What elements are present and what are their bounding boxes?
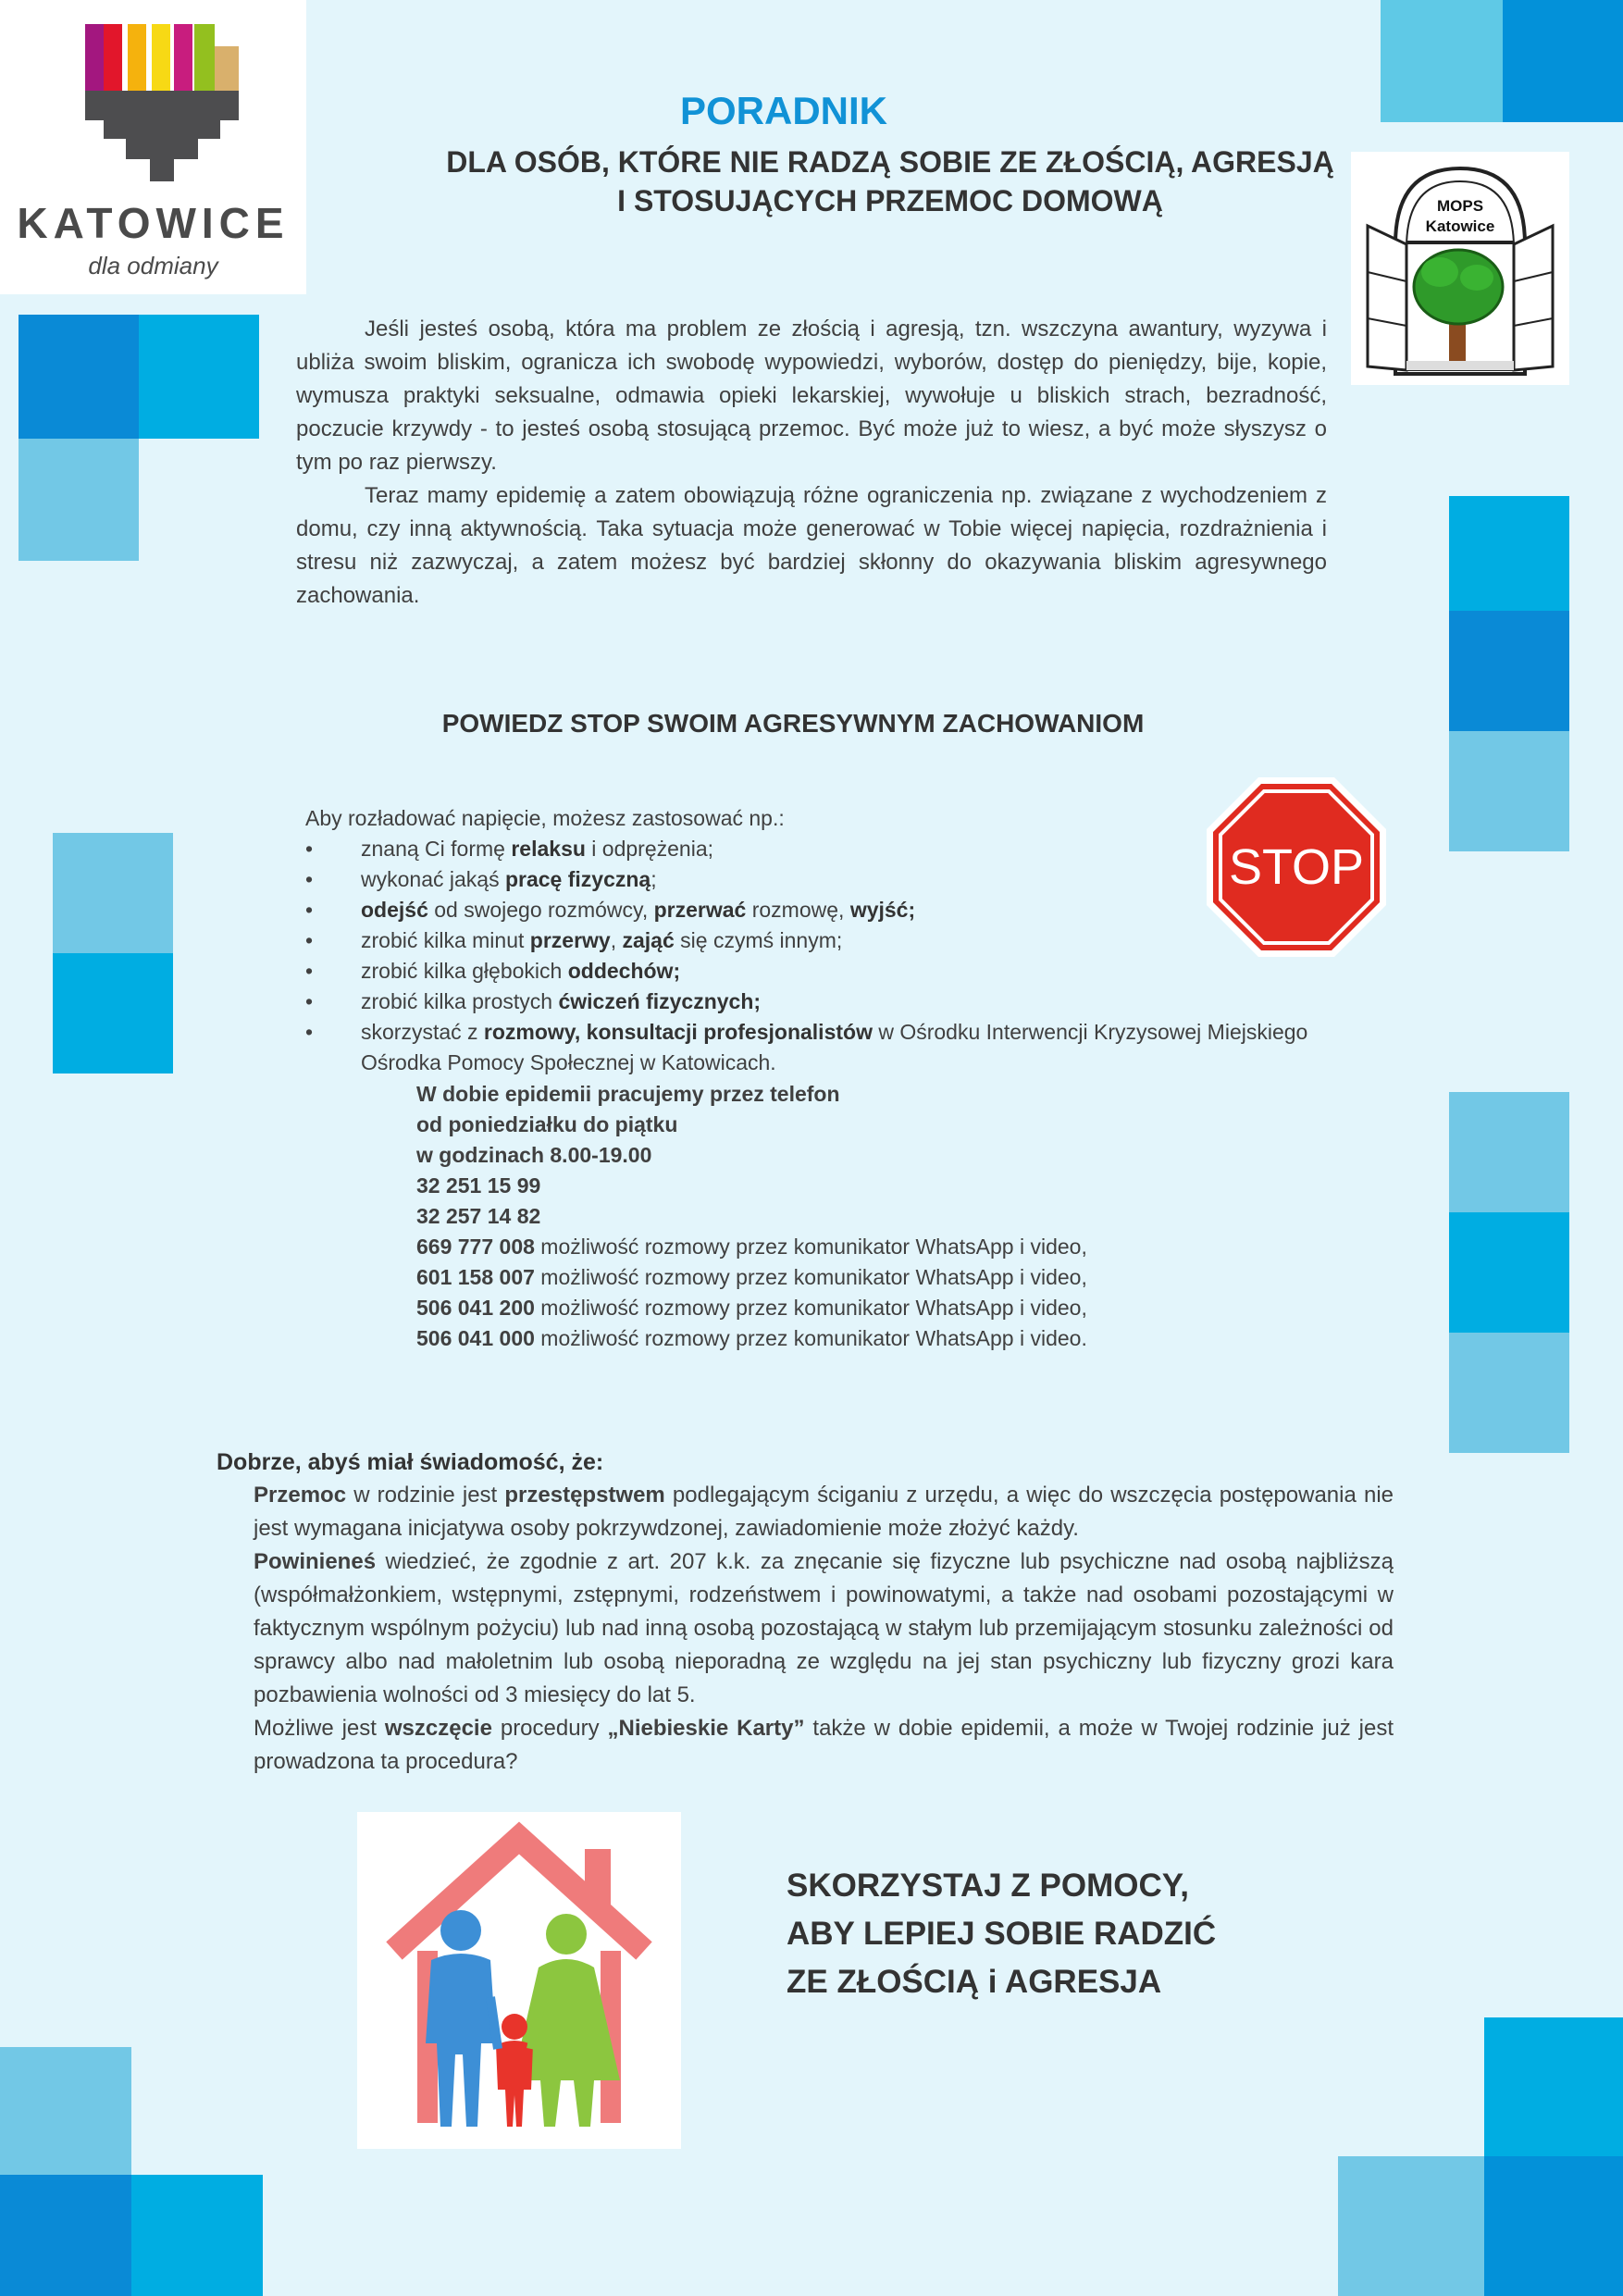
contact-hours-line: od poniedziałku do piątku <box>416 1112 678 1136</box>
phone-number[interactable]: 506 041 000 <box>416 1326 535 1350</box>
logo-tagline: dla odmiany <box>88 252 218 279</box>
phone-number[interactable]: 601 158 007 <box>416 1265 535 1289</box>
deco-square <box>1381 0 1503 122</box>
bullet: • <box>305 837 314 861</box>
mobile-contact: 506 041 000 możliwość rozmowy przez komunikator WhatsApp i video. <box>416 1326 1087 1350</box>
deco-square <box>0 2175 131 2296</box>
deco-square <box>1338 2156 1484 2296</box>
list-item: • odejść od swojego rozmówcy, przerwać rozmowę, wyjść; <box>305 895 1379 925</box>
intro-paragraph-1: Jeśli jesteś osobą, która ma problem ze złością i agresją, tzn. wszczyna awantury, wyzywa i ubliża swoim bliskim, ogranicza ich swobodę wypowiedzi, wyborów, dostęp do pieniędzy, bije, kopie, wymusza praktyki seksualne, odmawia opieki lekarskiej, wywołuje u bliskich strach, bezradność, poczucie krzywdy - to jesteś osobą stosującą przemoc. Być może już to wiesz, a być może słyszysz o tym po raz pierwszy. <box>296 316 1327 475</box>
awareness-paragraph-2: Powinieneś wiedzieć, że zgodnie z art. 207 k.k. za znęcanie się fizyczne lub psychiczne nad osobą najbliższą (współmałżonkiem, wstępnymi, zstępnymi, rodzeństwem i powinowatymi, a także nad osobami pozostającymi w faktycznym wspólnym pożyciu) lub nad inną osobą pozostającą w stałym lub przemijającym stosunku zależności od sprawcy albo nad małoletnim lub osobą nieporadną ze względu na jej stan psychiczny lub fizyczny grozi kara pozbawienia wolności od 3 miesięcy do lat 5. <box>254 1549 1394 1707</box>
logo-city-name: KATOWICE <box>17 199 290 247</box>
deco-square <box>53 953 173 1074</box>
mobile-contact: 506 041 200 możliwość rozmowy przez komunikator WhatsApp i video, <box>416 1296 1087 1320</box>
deco-square <box>1449 1212 1569 1333</box>
deco-square <box>1503 0 1623 122</box>
cta-line-1: SKORZYSTAJ Z POMOCY, <box>787 1868 1189 1904</box>
phone-number[interactable]: 669 777 008 <box>416 1235 535 1259</box>
deco-square <box>19 315 139 439</box>
deco-square <box>1484 2156 1623 2296</box>
deco-square <box>0 2047 131 2175</box>
deco-square <box>1449 731 1569 851</box>
deco-square <box>139 315 259 439</box>
contact-hours-line: W dobie epidemii pracujemy przez telefon <box>416 1082 840 1106</box>
bullet: • <box>305 989 314 1013</box>
page-subtitle <box>306 143 1474 220</box>
katowice-logo <box>0 0 306 294</box>
deco-square <box>1449 1092 1569 1212</box>
phone-number[interactable]: 32 257 14 82 <box>416 1204 541 1228</box>
awareness-body <box>254 1479 1394 1779</box>
list-item: • skorzystać z rozmowy, konsultacji profesjonalistów w Ośrodku Interwencji Kryzysowej Miejskiego Ośrodka Pomocy Społecznej w Katowicach. <box>305 1017 1379 1078</box>
bullet: • <box>305 1020 314 1044</box>
contact-hours-line: w godzinach 8.00-19.00 <box>416 1143 652 1167</box>
deco-square <box>53 833 173 953</box>
page-title: PORADNIK <box>679 89 887 132</box>
subtitle-line-1: DLA OSÓB, KTÓRE NIE RADZĄ SOBIE ZE ZŁOŚCIĄ, AGRESJĄ <box>446 145 1334 179</box>
intro-text <box>296 313 1327 613</box>
tips-section <box>305 803 1379 1078</box>
cta-line-2: ABY LEPIEJ SOBIE RADZIĆ <box>787 1916 1217 1952</box>
tips-lead: Aby rozładować napięcie, możesz zastosować np.: <box>305 806 785 830</box>
list-item: • zrobić kilka prostych ćwiczeń fizycznych; <box>305 987 1379 1017</box>
mobile-contact: 669 777 008 możliwość rozmowy przez komunikator WhatsApp i video, <box>416 1235 1087 1259</box>
awareness-paragraph-3: Możliwe jest wszczęcie procedury „Niebieskie Karty” także w dobie epidemii, a może w Twojej rodzinie już jest prowadzona ta procedura? <box>254 1716 1394 1774</box>
bullet: • <box>305 928 314 952</box>
deco-square <box>1449 1333 1569 1453</box>
bullet: • <box>305 867 314 891</box>
tips-list <box>305 834 1379 1078</box>
bullet: • <box>305 959 314 983</box>
deco-square <box>1484 2017 1623 2156</box>
cta-line-3: ZE ZŁOŚCIĄ i AGRESJA <box>787 1964 1162 2000</box>
intro-paragraph-2: Teraz mamy epidemię a zatem obowiązują różne ograniczenia np. związane z wychodzeniem z domu, czy inną aktywnością. Taka sytuacja może generować w Tobie więcej napięcia, rozdrażnienia i stresu niż zazwyczaj, a zatem możesz być bardziej skłonny do okazywania bliskim agresywnego zachowania. <box>296 483 1327 608</box>
phone-number[interactable]: 32 251 15 99 <box>416 1173 541 1198</box>
katowice-logo-graphic <box>0 0 306 194</box>
deco-square <box>19 439 139 561</box>
list-item: • wykonać jakąś pracę fizyczną; <box>305 864 1379 895</box>
bullet: • <box>305 898 314 922</box>
section-heading: POWIEDZ STOP SWOIM AGRESYWNYM ZACHOWANIOM <box>441 709 1145 738</box>
deco-square <box>1449 496 1569 611</box>
subtitle-line-2: I STOSUJĄCYCH PRZEMOC DOMOWĄ <box>617 184 1163 217</box>
stop-sign-text: STOP <box>1228 839 1365 895</box>
family-house-icon <box>357 1812 681 2149</box>
awareness-section <box>217 1446 1394 1779</box>
list-item: • znaną Ci formę relaksu i odprężenia; <box>305 834 1379 864</box>
awareness-paragraph-1: Przemoc w rodzinie jest przestępstwem podlegającym ściganiu z urzędu, a więc do wszczęcia postępowania nie jest wymagana inicjatywa osoby pokrzywdzonej, zawiadomienie może złożyć każdy. <box>254 1483 1394 1541</box>
mobile-contact: 601 158 007 możliwość rozmowy przez komunikator WhatsApp i video, <box>416 1265 1087 1289</box>
awareness-heading: Dobrze, abyś miał świadomość, że: <box>217 1449 604 1475</box>
deco-square <box>131 2175 263 2296</box>
deco-square <box>1449 611 1569 731</box>
mops-label: MOPS Katowice <box>1425 197 1495 235</box>
contact-info <box>416 1079 1087 1354</box>
family-house-illustration <box>357 1812 681 2149</box>
call-to-action <box>787 1862 1216 2006</box>
list-item: • zrobić kilka minut przerwy, zająć się czymś innym; <box>305 925 1379 956</box>
phone-number[interactable]: 506 041 200 <box>416 1296 535 1320</box>
list-item: • zrobić kilka głębokich oddechów; <box>305 956 1379 987</box>
